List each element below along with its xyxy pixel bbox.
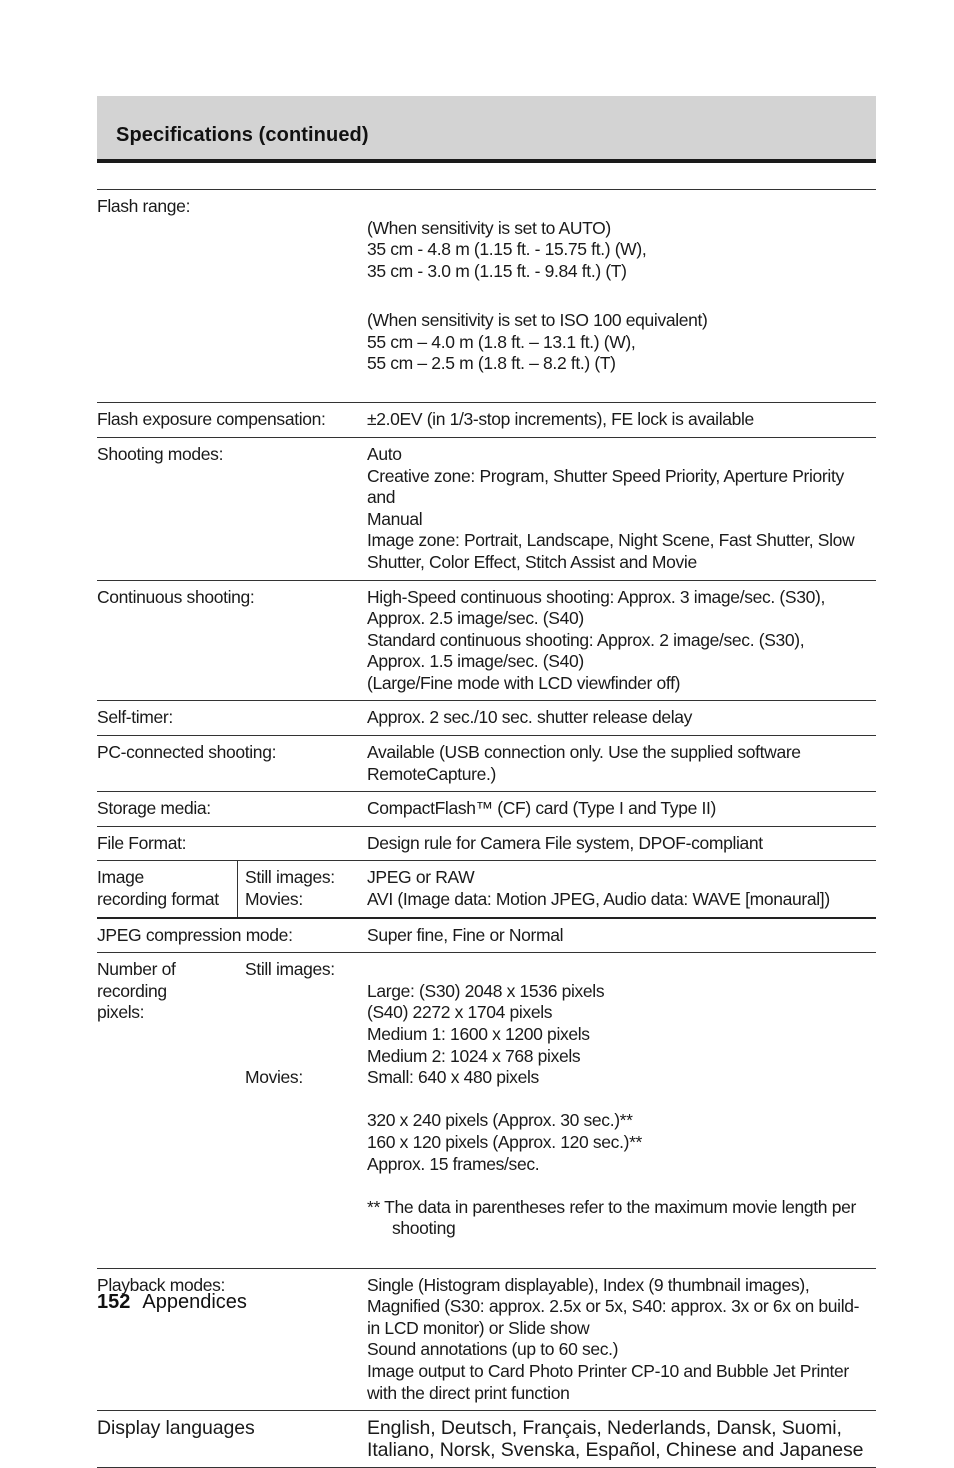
spec-row-flash-exposure <box>97 403 876 438</box>
spec-value <box>367 190 876 402</box>
movie-pixels-value: 320 x 240 pixels (Approx. 30 sec.)** 160 x 120 pixels (Approx. 120 sec.)** Approx. 15 frames/sec. <box>367 1110 642 1174</box>
spec-row-continuous-shooting <box>97 581 876 702</box>
spec-value: Auto Creative zone: Program, Shutter Speed Priority, Aperture Priority and Manual Image zone: Portrait, Landscape, Night Scene, Fast Shutter, Slow Shutter, Color Effect, Stitch Assist and Movie <box>367 443 855 572</box>
spec-label: Number of recording pixels: <box>97 959 176 1023</box>
spec-label: Shooting modes: <box>97 443 224 464</box>
spec-value: High-Speed continuous shooting: Approx. 3 image/sec. (S30), Approx. 2.5 image/sec. (S40) Standard continuous shooting: Approx. 2 image/sec. (S30), Approx. 1.5 image/sec. (S40) (Large/Fine mode with LCD viewfinder off) <box>367 586 825 693</box>
page-footer <box>97 1291 247 1314</box>
spec-sublabel-movies: Movies: <box>245 1067 303 1088</box>
spec-label: Self-timer: <box>97 707 173 728</box>
spec-label: Storage media: <box>97 798 211 819</box>
spec-label: JPEG compression mode: <box>97 924 293 945</box>
spec-value: English, Deutsch, Français, Nederlands, Dansk, Suomi, Italiano, Norsk, Svenska, Español, Chinese and Japanese <box>367 1417 864 1462</box>
spec-value: Single (Histogram displayable), Index (9 thumbnail images), Magnified (S30: approx. 2.5x or 5x, S40: approx. 3x or 6x on build- in LCD monitor) or Slide show Sound annotations (up to 60 sec.) Image output to Card Photo Printer CP-10 and Bubble Jet Printer with the direct print function <box>367 1274 860 1403</box>
section-header <box>97 96 876 163</box>
spec-row-storage-media <box>97 792 876 827</box>
still-pixels-value: Large: (S30) 2048 x 1536 pixels (S40) 2272 x 1704 pixels Medium 1: 1600 x 1200 pixels Medium 2: 1024 x 768 pixels Small: 640 x 480 pixels <box>367 980 605 1088</box>
spec-label: Flash exposure compensation: <box>97 409 326 430</box>
spec-row-pc-connected <box>97 736 876 792</box>
spec-label: Flash range: <box>97 196 191 216</box>
spec-value: Design rule for Camera File system, DPOF-compliant <box>367 832 763 853</box>
spec-value: Super fine, Fine or Normal <box>367 924 564 945</box>
spec-value: CompactFlash™ (CF) card (Type I and Type II) <box>367 798 716 819</box>
spec-value: ±2.0EV (in 1/3-stop increments), FE lock is available <box>367 409 754 430</box>
spec-row-flash-range <box>97 190 876 403</box>
spec-row-image-format <box>97 861 876 918</box>
spec-label: PC-connected shooting: <box>97 742 277 763</box>
section-name: Appendices <box>142 1291 247 1313</box>
spec-value <box>367 953 876 1267</box>
spec-value: JPEG or RAW AVI (Image data: Motion JPEG, Audio data: WAVE [monaural]) <box>367 867 830 910</box>
spec-value: Approx. 2 sec./10 sec. shutter release delay <box>367 707 693 728</box>
page-title: Specifications (continued) <box>116 124 369 146</box>
spec-row-display-languages <box>97 1411 876 1468</box>
spec-label: Playback modes: <box>97 1274 226 1295</box>
spec-sublabel: Still images: Movies: <box>245 867 335 910</box>
spec-value: Available (USB connection only. Use the supplied software RemoteCapture.) <box>367 742 801 784</box>
spec-value-paragraph: (When sensitivity is set to AUTO) 35 cm - 4.8 m (1.15 ft. - 15.75 ft.) (W), 35 cm - 3.0 m (1.15 ft. - 9.84 ft.) (T) <box>367 217 647 281</box>
spec-row-shooting-modes <box>97 438 876 581</box>
footnote: ** The data in parentheses refer to the maximum movie length per shooting <box>367 1196 856 1239</box>
spec-label: File Format: <box>97 832 187 853</box>
specifications-table <box>97 189 876 1468</box>
spec-row-playback-modes <box>97 1269 876 1412</box>
spec-label: Image recording format <box>97 867 219 910</box>
spec-row-file-format <box>97 827 876 862</box>
spec-label: Continuous shooting: <box>97 586 255 607</box>
spec-row-jpeg-mode <box>97 919 876 954</box>
spec-value-paragraph: (When sensitivity is set to ISO 100 equivalent) 55 cm – 4.0 m (1.8 ft. – 13.1 ft.) (W), 55 cm – 2.5 m (1.8 ft. – 8.2 ft.) (T) <box>367 309 708 374</box>
spec-sublabel-still: Still images: <box>245 959 335 980</box>
column-divider <box>237 861 238 916</box>
spec-label: Display languages <box>97 1417 255 1440</box>
spec-row-recording-pixels <box>97 953 876 1268</box>
spec-row-self-timer <box>97 701 876 736</box>
page-number: 152 <box>97 1291 131 1313</box>
